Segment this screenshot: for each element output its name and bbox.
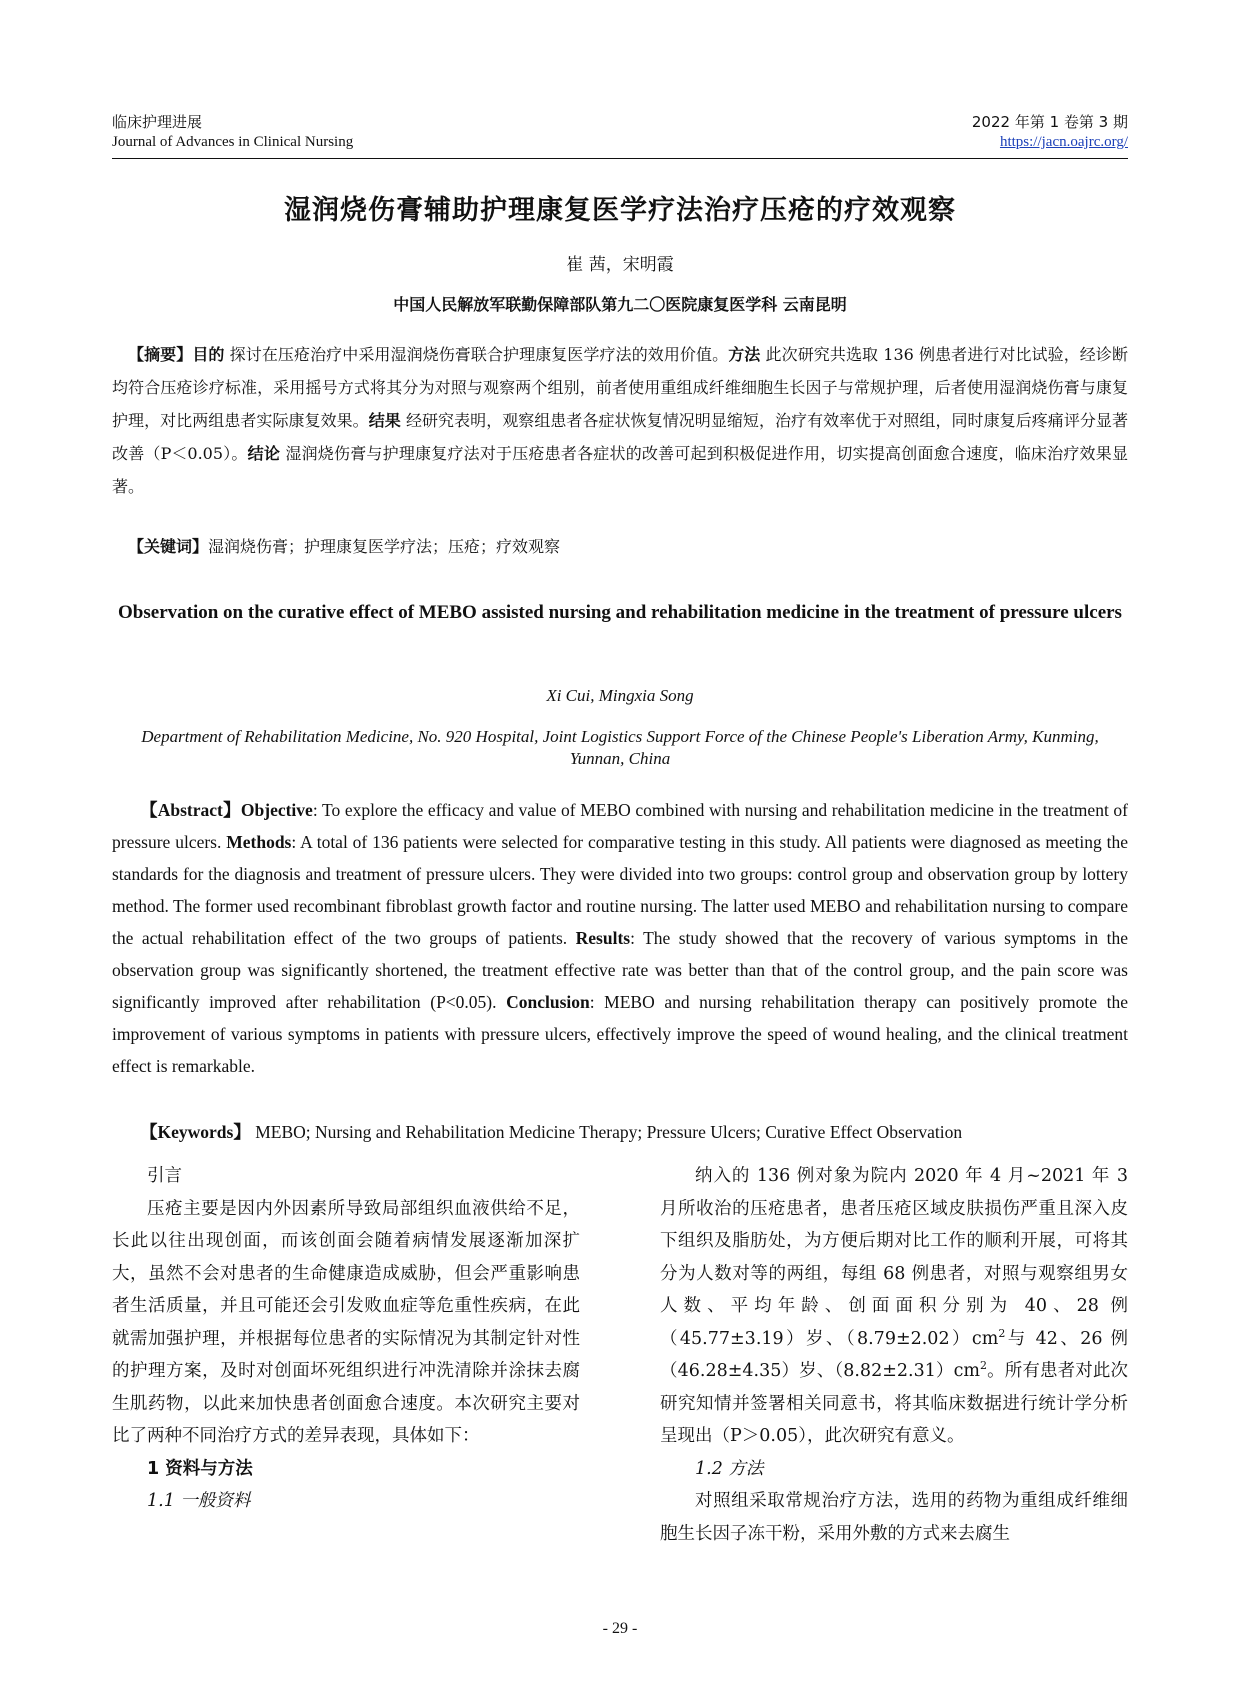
results-cn-label: 结果 <box>368 411 401 430</box>
journal-name-en: Journal of Advances in Clinical Nursing <box>112 134 354 150</box>
keywords-en-text: MEBO; Nursing and Rehabilitation Medicine Therapy; Pressure Ulcers; Curative Effect Observation <box>250 1122 963 1142</box>
general-data-text-c: 。所有患者对此次研究知情并签署相关同意书，将其临床数据进行统计学分析呈现出（P＞0.05），此次研究有意义。 <box>660 1361 1128 1446</box>
methods-en-text: : A total of 136 patients were selected for comparative testing in this study. All patients were diagnosed as meeting the standards for the diagnosis and treatment of pressure ulcers. They were divided into two groups: control group and observation group by lottery method. The former used recombinant fibroblast growth factor and routine nursing. The latter used MEBO and rehabilitation nursing to compare the actual rehabilitation effect of the two groups of patients. <box>112 832 1128 948</box>
superscript-2-b: 2 <box>979 1359 987 1373</box>
methods-cn-text: 此次研究共选取 136 例患者进行对比试验，经诊断均符合压疮诊疗标准，采用摇号方式将其分为对照与观察两个组别，前者使用重组成纤维细胞生长因子与常规护理，后者使用湿润烧伤膏与康复护理，对比两组患者实际康复效果。 <box>112 345 1128 430</box>
body-column-left <box>112 1160 580 1518</box>
section-1-heading: 1 资料与方法 <box>147 1458 253 1479</box>
conclusion-cn-text: 湿润烧伤膏与护理康复疗法对于压疮患者各症状的改善可起到积极促进作用，切实提高创面愈合速度，临床治疗效果显著。 <box>112 444 1128 496</box>
keywords-cn <box>112 530 1128 563</box>
intro-paragraph: 压疮主要是因内外因素所导致局部组织血液供给不足，长此以往出现创面，而该创面会随着病情发展逐渐加深扩大，虽然不会对患者的生命健康造成威胁，但会严重影响患者生活质量，并且可能还会引发败血症等危重性疾病，在此就需加强护理，并根据每位患者的实际情况为其制定针对性的护理方案，及时对创面坏死组织进行冲洗清除并涂抹去腐生肌药物，以此来加快患者创面愈合速度。本次研究主要对比了两种不同治疗方式的差异表现，具体如下： <box>112 1198 580 1446</box>
keywords-en <box>112 1116 1128 1148</box>
superscript-2-a: 2 <box>998 1326 1006 1340</box>
running-header <box>112 112 1128 159</box>
affiliation-en: Department of Rehabilitation Medicine, No. 920 Hospital, Joint Logistics Support Force of the Chinese People's Liberation Army, Kunming, Yunnan, China <box>141 727 1099 768</box>
body-column-right <box>660 1160 1128 1550</box>
general-data-text-a: 纳入的 136 例对象为院内 2020 年 4 月~2021 年 3 月所收治的压疮患者，患者压疮区域皮肤损伤严重且深入皮下组织及脂肪处，为方便后期对比工作的顺利开展，可将其分为人数对等的两组，每组 68 例患者，对照与观察组男女人数、平均年龄、创面面积分别为 40、28 例（45.77±3.19）岁、（8.79±2.02）cm <box>660 1166 1128 1349</box>
abstract-en-label: 【Abstract】 <box>140 800 241 820</box>
general-data-text-b: 与 42、26 例（46.28±4.35）岁、（8.82±2.31）cm <box>660 1328 1129 1381</box>
results-cn-text: 经研究表明，观察组患者各症状恢复情况明显缩短，治疗有效率优于对照组，同时康复后疼痛评分显著改善（P＜0.05）。 <box>112 411 1128 463</box>
results-en-label: Results <box>575 928 631 948</box>
abstract-en <box>112 794 1128 1082</box>
intro-heading: 引言 <box>147 1166 182 1186</box>
conclusion-cn-label: 结论 <box>247 444 281 463</box>
conclusion-en-label: Conclusion <box>506 992 590 1012</box>
authors-cn: 崔 茜，宋明霞 <box>566 255 674 275</box>
authors-en: Xi Cui, Mingxia Song <box>546 686 694 705</box>
section-1-2-heading: 1.2 方法 <box>695 1458 764 1479</box>
article-title-en: Observation on the curative effect of MEBO assisted nursing and rehabilitation medicine in the treatment of pressure ulcers <box>118 602 1122 623</box>
results-en-text: : The study showed that the recovery of various symptoms in the observation group was significantly shortened, the treatment effective rate was better than that of the control group, and the pain score was significantly improved after rehabilitation (P<0.05). <box>112 928 1128 1012</box>
methods-paragraph: 对照组采取常规治疗方法，选用的药物为重组成纤维细胞生长因子冻干粉，采用外敷的方式来去腐生 <box>660 1491 1128 1544</box>
methods-cn-label: 方法 <box>728 345 761 364</box>
affiliation-cn: 中国人民解放军联勤保障部队第九二〇医院康复医学科 云南昆明 <box>393 295 847 314</box>
header-right <box>972 112 1128 152</box>
issue-info: 2022 年第 1 卷第 3 期 <box>971 113 1128 131</box>
article-title-cn: 湿润烧伤膏辅助护理康复医学疗法治疗压疮的疗效观察 <box>284 195 956 226</box>
objective-en-text: : To explore the efficacy and value of MEBO combined with nursing and rehabilitation medicine in the treatment of pressure ulcers. <box>112 800 1129 852</box>
methods-en-label: Methods <box>226 832 292 852</box>
header-left <box>112 112 353 152</box>
page-number: - 29 - <box>602 1620 638 1637</box>
objective-cn-label: 目的 <box>192 345 225 364</box>
abstract-cn-label: 【摘要】 <box>128 345 193 364</box>
abstract-cn <box>112 338 1128 503</box>
keywords-cn-text: 湿润烧伤膏；护理康复医学疗法；压疮；疗效观察 <box>208 537 561 556</box>
section-1-1-heading: 1.1 一般资料 <box>147 1491 251 1511</box>
objective-en-label: Objective <box>240 800 313 820</box>
keywords-en-label: 【Keywords】 <box>140 1122 251 1142</box>
general-data-paragraph <box>660 1160 1128 1453</box>
conclusion-en-text: : MEBO and nursing rehabilitation therapy can positively promote the improvement of various symptoms in patients with pressure ulcers, effectively improve the speed of wound healing, and the clinical treatment effect is remarkable. <box>112 992 1128 1076</box>
journal-url-link[interactable]: https://jacn.oajrc.org/ <box>999 134 1128 150</box>
objective-cn-text: 探讨在压疮治疗中采用湿润烧伤膏联合护理康复医学疗法的效用价值。 <box>224 345 729 364</box>
journal-name-cn: 临床护理进展 <box>112 113 203 131</box>
keywords-cn-label: 【关键词】 <box>128 537 209 556</box>
